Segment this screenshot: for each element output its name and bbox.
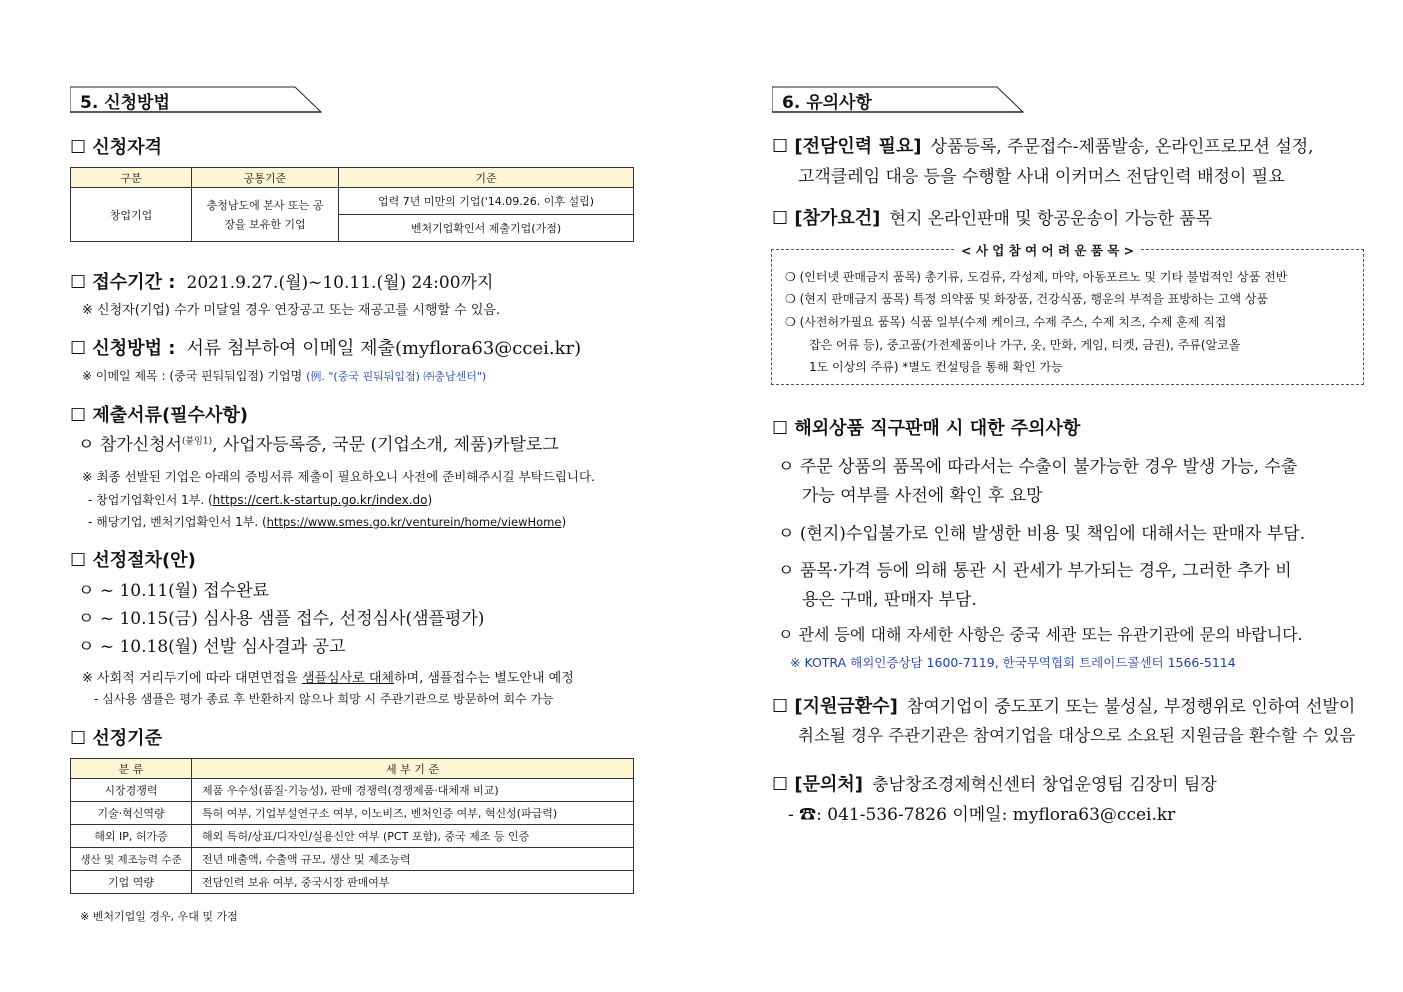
docs-sub-1-text: - 창업기업확인서 1부. ( <box>88 493 213 507</box>
venture-cert-link[interactable]: https://www.smes.go.kr/venturein/home/viewHome <box>266 515 562 529</box>
procedure-heading: ☐ 선정절차(안) <box>70 550 196 571</box>
docs-heading: ☐ 제출서류(필수사항) <box>70 405 248 426</box>
docs-item-a: ㅇ 참가신청서 <box>78 435 182 455</box>
docs-item-sup: (붙임1) <box>181 436 213 447</box>
docs-sub-1-close: ) <box>427 493 433 507</box>
overseas-item-3-cont: 용은 구매, 판매자 부담. <box>802 590 977 610</box>
criteria-detail: 전년 매출액, 수출액 규모, 생산 및 제조능력 <box>192 848 634 871</box>
contact-text: 충남창조경제혁신센터 창업운영팀 김장미 팀장 <box>872 775 1217 795</box>
method-note-text: ※ 이메일 제목 : (중국 핀둬둬입점) 기업명 <box>82 369 303 383</box>
criteria-note: ※ 벤처기업일 경우, 우대 및 가점 <box>80 910 238 923</box>
docs-sub-2 <box>88 513 566 530</box>
overseas-item-2: ㅇ (현지)수입불가로 인해 발생한 비용 및 책임에 대해서는 판매자 부담. <box>778 524 1306 544</box>
criteria-row <box>71 848 634 871</box>
criteria-row <box>71 779 634 802</box>
criteria-row <box>71 825 634 848</box>
procedure-note <box>82 667 574 686</box>
section-6-header <box>772 86 1024 112</box>
staff-line-1 <box>772 132 1314 158</box>
docs-item-b: , 사업자등록증, 국문 (기업소개, 제품)카탈로그 <box>212 435 559 455</box>
startup-cert-link[interactable]: https://cert.k-startup.go.kr/index.do <box>212 493 428 507</box>
procedure-item-1: ㅇ ~ 10.11(월) 접수완료 <box>78 581 269 601</box>
staff-heading: ☐ [전담인력 필요] <box>772 136 922 157</box>
refund-heading: ☐ [지원금환수] <box>772 696 898 717</box>
docs-note: ※ 최종 선발된 기업은 아래의 증빙서류 제출이 필요하오니 사전에 준비해주시길 부탁드립니다. <box>82 469 596 484</box>
overseas-heading: ☐ 해외상품 직구판매 시 대한 주의사항 <box>772 418 1081 439</box>
method-value: 서류 첨부하여 이메일 제출(myflora63@ccei.kr) <box>186 338 582 359</box>
overseas-item-4: ㅇ 관세 등에 대해 자세한 사항은 중국 세관 또는 유관기관에 문의 바랍니다. <box>778 625 1303 644</box>
contact-heading: ☐ [문의처] <box>772 774 864 795</box>
refund-line <box>772 692 1355 718</box>
restricted-item-3-cont-1: 잡은 어류 등), 중고품(가전제품이나 가구, 옷, 만화, 게임, 티켓, 금권), 주류(알코올 <box>809 338 1241 352</box>
restricted-box-title: < 사 업 참 여 어 려 운 품 목 > <box>955 241 1140 259</box>
qual-criteria-2: 벤처기업확인서 제출기업(가점) <box>339 215 634 242</box>
contact-line <box>772 770 1217 796</box>
qual-header-type: 구분 <box>71 168 192 188</box>
procedure-item-3: ㅇ ~ 10.18(월) 선발 심사결과 공고 <box>78 637 346 657</box>
contact-phone-email: - ☎: 041-536-7826 이메일: myflora63@ccei.kr <box>788 805 1176 825</box>
criteria-category: 기업 역량 <box>71 871 192 894</box>
method-note <box>82 367 486 384</box>
criteria-detail: 제품 우수성(품질·기능성), 판매 경쟁력(경쟁제품·대체재 비교) <box>192 779 634 802</box>
docs-sub-2-text: - 해당기업, 벤처기업확인서 1부. ( <box>88 515 267 529</box>
docs-sub-1 <box>88 491 432 508</box>
qual-criteria-1: 업력 7년 미만의 기업('14.09.26. 이후 설립) <box>339 188 634 215</box>
docs-item <box>78 430 559 455</box>
condition-line <box>772 204 1212 230</box>
qual-heading: ☐ 신청자격 <box>70 137 162 158</box>
restricted-item-2: ❍ (현지 판매금지 품목) 특정 의약품 및 화장품, 건강식품, 행운의 부적을 표방하는 고액 상품 <box>785 292 1269 306</box>
qual-common-cell: 충청남도에 본사 또는 공장을 보유한 기업 <box>192 188 339 242</box>
procedure-note-underline: 샘플심사로 대체 <box>301 671 394 686</box>
procedure-note-a: ※ 사회적 거리두기에 따라 대면면접을 <box>82 671 302 686</box>
criteria-header-category: 분 류 <box>71 759 192 779</box>
overseas-item-3: ㅇ 품목·가격 등에 의해 통관 시 관세가 부가되는 경우, 그러한 추가 비 <box>778 561 1292 581</box>
qual-header-common: 공통기준 <box>192 168 339 188</box>
criteria-row <box>71 802 634 825</box>
restricted-item-1: ❍ (인터넷 판매금지 품목) 총기류, 도검류, 각성제, 마약, 아동포르노 및 기타 불법적인 상품 전반 <box>785 270 1288 284</box>
method-note-example: (例. "(중국 핀둬둬입점) ㈜충남센터") <box>306 370 487 383</box>
staff-text-1: 상품등록, 주문접수-제품발송, 온라인프로모션 설정, <box>930 137 1314 157</box>
criteria-detail: 전담인력 보유 여부, 중국시장 판매여부 <box>192 871 634 894</box>
criteria-table <box>70 758 634 894</box>
period-line <box>70 268 493 294</box>
method-heading: ☐ 신청방법 : <box>70 338 176 359</box>
qual-type-cell: 창업기업 <box>71 188 192 242</box>
criteria-row <box>71 871 634 894</box>
refund-text-1: 참여기업이 중도포기 또는 불성실, 부정행위로 인하여 선발이 <box>906 697 1356 717</box>
overseas-contact-note: ※ KOTRA 해외인증상담 1600-7119, 한국무역협회 트레이드콜센터 1566-5114 <box>790 655 1236 670</box>
procedure-note-2: - 심사용 샘플은 평가 종료 후 반환하지 않으나 희망 시 주관기관으로 방문하여 회수 가능 <box>94 692 554 706</box>
procedure-note-b: 하며, 샘플접수는 별도안내 예정 <box>393 671 574 686</box>
overseas-item-1-cont: 가능 여부를 사전에 확인 후 요망 <box>802 486 1043 506</box>
criteria-detail: 해외 특허/상표/디자인/실용신안 여부 (PCT 포함), 중국 제조 등 인증 <box>192 825 634 848</box>
restricted-item-3: ❍ (사전허가필요 품목) 식품 일부(수제 케이크, 수제 주스, 수제 치즈, 수제 훈제 직접 <box>785 315 1227 329</box>
criteria-category: 해외 IP, 허가증 <box>71 825 192 848</box>
qual-header-criteria: 기준 <box>339 168 634 188</box>
section-5-header <box>70 86 322 112</box>
criteria-category: 생산 및 제조능력 수준 <box>71 848 192 871</box>
docs-sub-2-close: ) <box>561 515 567 529</box>
period-heading: ☐ 접수기간 : <box>70 272 176 293</box>
condition-heading: ☐ [참가요건] <box>772 208 881 229</box>
procedure-item-2: ㅇ ~ 10.15(금) 심사용 샘플 접수, 선정심사(샘플평가) <box>78 609 485 629</box>
period-note: ※ 신청자(기업) 수가 미달일 경우 연장공고 또는 재공고를 시행할 수 있음. <box>82 303 501 318</box>
method-line <box>70 334 581 360</box>
overseas-item-1: ㅇ 주문 상품의 품목에 따라서는 수출이 불가능한 경우 발생 가능, 수출 <box>778 457 1298 477</box>
condition-text: 현지 온라인판매 및 항공운송이 가능한 품목 <box>889 209 1213 229</box>
section-5-title: 5. 신청방법 <box>80 93 170 113</box>
criteria-category: 기술·혁신역량 <box>71 802 192 825</box>
qualification-table <box>70 167 634 242</box>
staff-text-2: 고객클레임 대응 등을 수행할 사내 이커머스 전담인력 배정이 필요 <box>798 167 1285 187</box>
criteria-category: 시장경쟁력 <box>71 779 192 802</box>
criteria-detail: 특허 여부, 기업부설연구소 여부, 이노비즈, 벤처인증 여부, 혁신성(파급력) <box>192 802 634 825</box>
criteria-heading: ☐ 선정기준 <box>70 728 162 749</box>
criteria-header-detail: 세 부 기 준 <box>192 759 634 779</box>
restricted-item-3-cont-2: 1도 이상의 주류) *별도 컨설팅을 통해 확인 가능 <box>809 360 1063 374</box>
period-value: 2021.9.27.(월)~10.11.(월) 24:00까지 <box>186 273 494 293</box>
section-6-title: 6. 유의사항 <box>782 93 872 113</box>
refund-text-2: 취소될 경우 주관기관은 참여기업을 대상으로 소요된 지원금을 환수할 수 있음 <box>798 726 1356 745</box>
